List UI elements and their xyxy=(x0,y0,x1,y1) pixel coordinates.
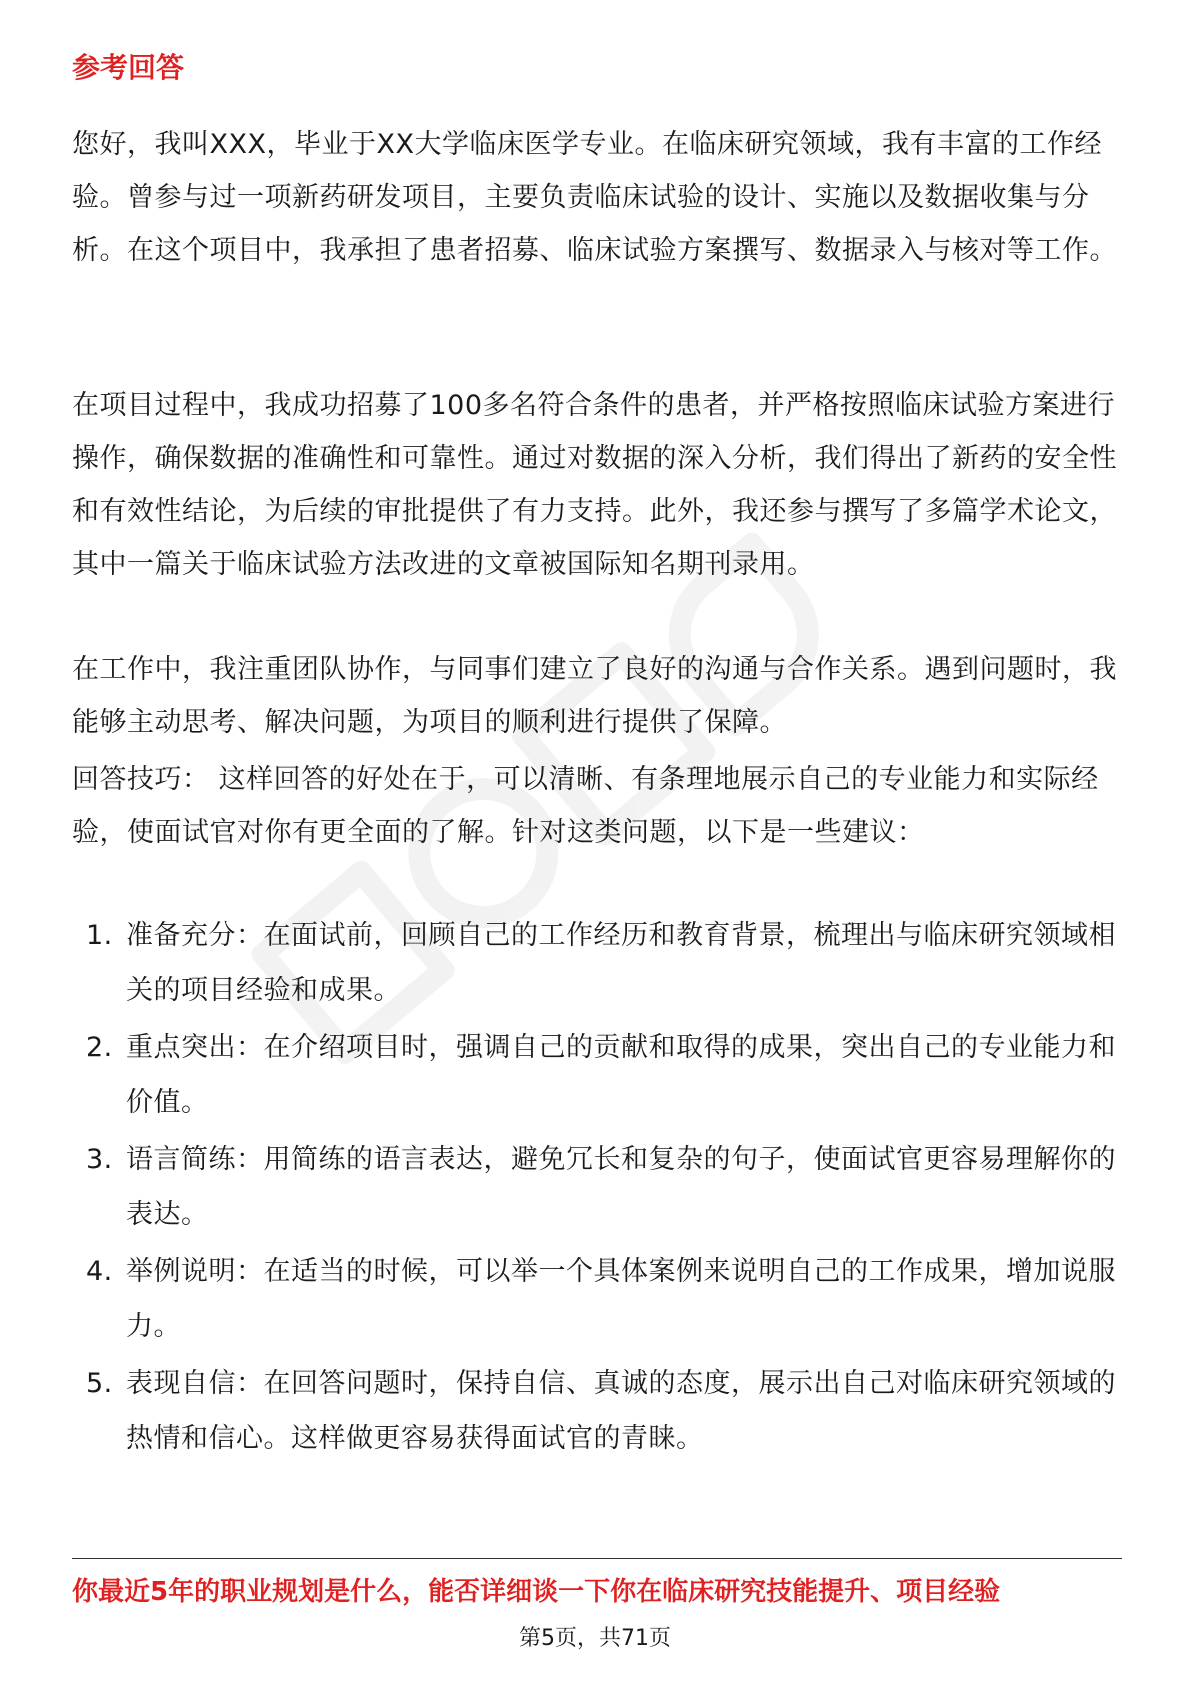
answer-paragraph-teamwork: 在工作中，我注重团队协作，与同事们建立了良好的沟通与合作关系。遇到问题时，我能够主动思考、解决问题，为项目的顺利进行提供了保障。 xyxy=(72,654,1117,738)
list-item-text: 准备充分：在面试前，回顾自己的工作经历和教育背景，梳理出与临床研究领域相关的项目经验和成果。 xyxy=(126,920,1116,1006)
section-divider xyxy=(72,1558,1122,1559)
list-item xyxy=(72,1020,1122,1130)
answer-paragraph-intro: 您好，我叫XXX，毕业于XX大学临床医学专业。在临床研究领域，我有丰富的工作经验。曾参与过一项新药研发项目，主要负责临床试验的设计、实施以及数据收集与分析。在这个项目中，我承担了患者招募、临床试验方案撰写、数据录入与核对等工作。 xyxy=(72,129,1117,266)
list-item-number: 1. xyxy=(86,920,113,951)
list-item xyxy=(72,1356,1122,1466)
section-title: 参考回答 xyxy=(72,51,185,84)
list-item xyxy=(72,1132,1122,1242)
tips-list xyxy=(72,908,1122,1468)
answer-tips-intro: 回答技巧： 这样回答的好处在于，可以清晰、有条理地展示自己的专业能力和实际经验，使面试官对你有更全面的了解。针对这类问题，以下是一些建议： xyxy=(72,764,1099,848)
list-item-number: 5. xyxy=(86,1368,113,1399)
list-item xyxy=(72,1244,1122,1354)
page-number: 第5页，共71页 xyxy=(519,1626,671,1651)
list-item-number: 4. xyxy=(86,1256,113,1287)
list-item xyxy=(72,908,1122,1018)
list-item-text: 举例说明：在适当的时候，可以举一个具体案例来说明自己的工作成果，增加说服力。 xyxy=(126,1256,1116,1342)
answer-paragraph-project: 在项目过程中，我成功招募了100多名符合条件的患者，并严格按照临床试验方案进行操作，确保数据的准确性和可靠性。通过对数据的深入分析，我们得出了新药的安全性和有效性结论，为后续的审批提供了有力支持。此外，我还参与撰写了多篇学术论文，其中一篇关于临床试验方法改进的文章被国际知名期刊录用。 xyxy=(72,390,1117,580)
list-item-number: 2. xyxy=(86,1032,113,1063)
list-item-number: 3. xyxy=(86,1144,113,1175)
list-item-text: 语言简练：用简练的语言表达，避免冗长和复杂的句子，使面试官更容易理解你的表达。 xyxy=(126,1144,1116,1230)
list-item-text: 表现自信：在回答问题时，保持自信、真诚的态度，展示出自己对临床研究领域的热情和信心。这样做更容易获得面试官的青睐。 xyxy=(126,1368,1116,1454)
list-item-text: 重点突出：在介绍项目时，强调自己的贡献和取得的成果，突出自己的专业能力和价值。 xyxy=(126,1032,1116,1118)
next-question-heading: 你最近5年的职业规划是什么，能否详细谈一下你在临床研究技能提升、项目经验 xyxy=(72,1577,1001,1607)
